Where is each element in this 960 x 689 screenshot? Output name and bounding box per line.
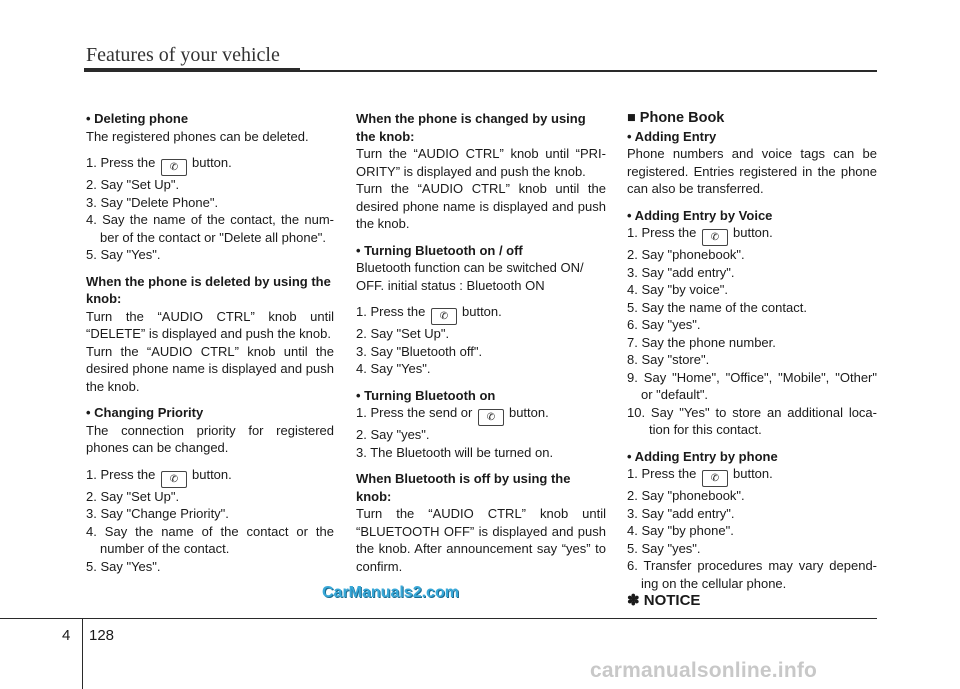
bton-step-3: 3. The Bluetooth will be turned on.	[356, 444, 554, 460]
header-rule-thin	[300, 70, 877, 72]
deleting-step-1	[86, 154, 334, 176]
voice-step-6: 6. Say "yes".	[627, 317, 701, 332]
bluetooth-on-heading: • Turning Bluetooth on	[356, 387, 496, 403]
bt-step-4: 4. Say "Yes".	[356, 361, 431, 376]
bt-step-2: 2. Say "Set Up".	[356, 326, 450, 341]
column-left	[86, 110, 334, 575]
bluetooth-off-knob-para: Turn the “AUDIO CTRL” knob until “BLUETOOTH OFF” is displayed and push the knob. After announcement say “yes” to confirm.	[356, 506, 606, 574]
adding-entry-intro: Phone numbers and voice tags can be registered. Entries registered in the phone can also be transferred.	[627, 146, 877, 196]
chapter-number: 4	[62, 627, 71, 644]
priority-step-2: 2. Say "Set Up".	[86, 488, 180, 504]
deleting-phone-intro: The registered phones can be deleted.	[86, 128, 309, 144]
watermark: CarManuals2.com	[322, 584, 459, 601]
step-text: button.	[192, 155, 232, 170]
phone-handset-icon: ✆	[161, 471, 187, 488]
adding-by-phone-heading: • Adding Entry by phone	[627, 448, 778, 464]
deleted-knob-para-2: Turn the “AUDIO CTRL” knob until the desired phone name is displayed and push the knob.	[86, 343, 334, 394]
phone-handset-icon: ✆	[478, 409, 504, 426]
step-text: 1. Press the	[86, 155, 156, 170]
deleting-phone-heading: • Deleting phone	[86, 111, 189, 126]
voice-step-10: 10. Say "Yes" to store an additional loca-tion for this contact.	[627, 404, 877, 437]
voice-step-5: 5. Say the name of the contact.	[627, 299, 807, 315]
step-text: 1. Press the	[627, 466, 697, 481]
bton-step-1	[356, 404, 606, 426]
step-text: 1. Press the	[86, 466, 156, 482]
deleted-knob-para-1: Turn the “AUDIO CTRL” knob until “DELETE” is displayed and push the knob.	[86, 308, 334, 341]
priority-step-3: 3. Say "Change Priority".	[86, 506, 229, 521]
step-text: 1. Press the	[627, 225, 697, 240]
step-text: button.	[733, 225, 773, 240]
deleted-knob-heading: When the phone is deleted by using the knob:	[86, 273, 331, 306]
changing-priority-heading: • Changing Priority	[86, 405, 204, 420]
priority-step-4: 4. Say the name of the contact or the number of the contact.	[86, 523, 334, 556]
bt-step-3: 3. Say "Bluetooth off".	[356, 343, 483, 359]
phone-step-4: 4. Say "by phone".	[627, 523, 734, 538]
page-number: 128	[89, 627, 115, 644]
changed-knob-para-1: Turn the “AUDIO CTRL” knob until “PRI-ORITY” is displayed and push the knob.	[356, 146, 606, 179]
header-rule	[84, 68, 300, 72]
changed-knob-para-2: Turn the “AUDIO CTRL” knob until the desired phone name is displayed and push the knob.	[356, 181, 606, 231]
phone-step-6: 6. Transfer procedures may vary depend-ing on the cellular phone.	[627, 558, 877, 591]
page-header-title: Features of your vehicle	[86, 44, 280, 66]
deleting-step-3: 3. Say "Delete Phone".	[86, 194, 219, 210]
phone-book-heading: ■ Phone Book	[627, 110, 725, 126]
phone-step-2: 2. Say "phonebook".	[627, 488, 745, 503]
column-middle	[356, 110, 606, 575]
footer-divider	[82, 619, 83, 689]
changing-priority-intro: The connection priority for registered phones can be changed.	[86, 422, 334, 455]
changed-knob-heading: When the phone is changed by using the knob:	[356, 111, 586, 144]
phone-step-3: 3. Say "add entry".	[627, 505, 735, 521]
voice-step-8: 8. Say "store".	[627, 352, 710, 367]
voice-step-4: 4. Say "by voice".	[627, 282, 728, 297]
phone-handset-icon: ✆	[161, 159, 187, 176]
bt-step-1	[356, 303, 606, 325]
step-text: 1. Press the	[356, 304, 426, 319]
deleting-step-2: 2. Say "Set Up".	[86, 177, 180, 192]
voice-step-2: 2. Say "phonebook".	[627, 247, 745, 262]
bluetooth-off-knob-heading: When Bluetooth is off by using the knob:	[356, 471, 571, 504]
step-text: 1. Press the send or	[356, 405, 473, 420]
phone-step-1	[627, 465, 877, 487]
step-text: button.	[733, 466, 773, 481]
notice-heading: ✽ NOTICE	[627, 592, 701, 609]
step-text: button.	[462, 304, 502, 319]
phone-handset-icon: ✆	[431, 308, 457, 325]
voice-step-3: 3. Say "add entry".	[627, 264, 735, 280]
voice-step-7: 7. Say the phone number.	[627, 334, 776, 350]
phone-handset-icon: ✆	[702, 229, 728, 246]
site-watermark[interactable]: carmanualsonline.info	[590, 659, 818, 682]
deleting-step-4: 4. Say the name of the contact, the num-ber of the contact or "Delete all phone".	[86, 212, 334, 245]
phone-handset-icon: ✆	[702, 470, 728, 487]
voice-step-1	[627, 224, 877, 246]
deleting-step-5: 5. Say "Yes".	[86, 247, 161, 262]
priority-step-5: 5. Say "Yes".	[86, 558, 161, 574]
step-text: button.	[508, 405, 549, 420]
column-right	[627, 110, 877, 610]
bton-step-2: 2. Say "yes".	[356, 427, 430, 442]
bluetooth-onoff-intro: Bluetooth function can be switched ON/ OFF. initial status : Bluetooth ON	[356, 260, 584, 293]
voice-step-9: 9. Say "Home", "Office", "Mobile", "Other" or "default".	[627, 369, 877, 402]
step-text: button.	[192, 466, 232, 482]
phone-step-5: 5. Say "yes".	[627, 540, 701, 556]
bluetooth-onoff-heading: • Turning Bluetooth on / off	[356, 242, 523, 258]
priority-step-1	[86, 466, 334, 488]
adding-by-voice-heading: • Adding Entry by Voice	[627, 207, 773, 223]
footer-rule	[0, 618, 877, 619]
adding-entry-heading: • Adding Entry	[627, 128, 717, 144]
